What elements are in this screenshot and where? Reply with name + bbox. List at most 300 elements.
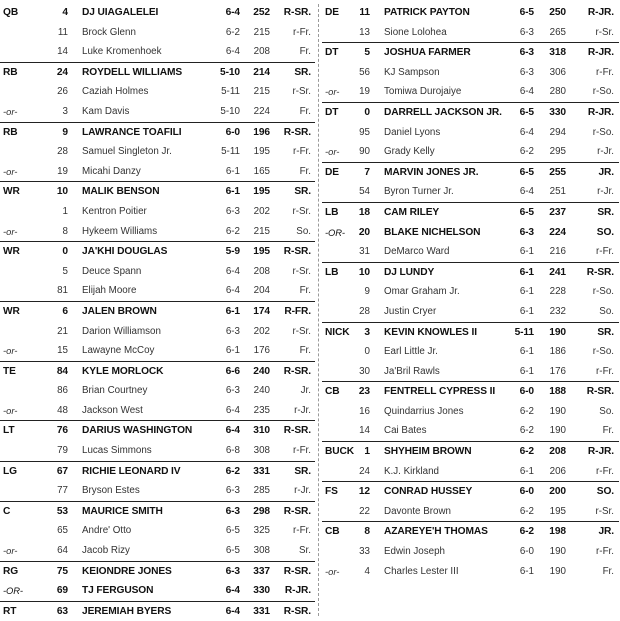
player-height: 6-3 [519,47,534,59]
depth-chart-row [0,3,315,23]
depth-chart-row [0,341,315,362]
player-name: ROYDELL WILLIAMS [82,66,183,78]
jersey-number: 11 [57,26,68,38]
player-class-year: r-Sr. [292,325,311,337]
jersey-number: 79 [57,445,68,457]
player-class-year: R-JR. [587,7,614,18]
player-weight: 208 [253,265,270,277]
position-label: WR [3,305,20,317]
jersey-number: 77 [57,485,68,497]
player-height: 6-5 [519,7,534,18]
jersey-number: 16 [359,405,370,417]
or-indicator: -or- [325,146,340,158]
player-class-year: r-Fr. [596,465,614,477]
jersey-number: 19 [57,165,68,177]
player-height: 6-0 [225,126,240,138]
jersey-number: 6 [62,305,68,317]
player-class-year: JR. [598,526,614,538]
jersey-number: 24 [359,465,370,477]
player-height: 6-1 [225,345,240,357]
player-class-year: r-Fr. [293,525,311,537]
player-weight: 241 [549,266,566,278]
player-name: CAM RILEY [384,206,440,218]
player-height: 5-11 [221,146,240,158]
player-weight: 298 [253,505,270,517]
jersey-number: 56 [359,66,370,78]
depth-chart-row [322,242,619,263]
jersey-number: 5 [364,47,370,59]
depth-chart-row [0,123,315,143]
jersey-number: 9 [62,126,68,138]
depth-chart-row [322,3,619,23]
depth-chart-row [0,63,315,83]
position-label: LB [325,206,339,218]
or-indicator: -or- [3,545,18,557]
jersey-number: 65 [57,525,68,537]
position-label: RB [3,126,18,138]
player-height: 6-1 [519,266,534,278]
player-name: Earl Little Jr. [384,346,438,358]
player-weight: 308 [253,545,270,557]
jersey-number: 7 [364,166,370,178]
player-height: 5-9 [225,246,240,258]
player-class-year: Fr. [299,46,311,58]
depth-chart-row [0,262,315,282]
jersey-number: 64 [57,545,68,557]
player-class-year: R-SR. [283,425,311,437]
depth-chart-row [0,441,315,462]
player-weight: 237 [549,206,566,218]
jersey-number: 54 [359,186,370,198]
jersey-number: 33 [359,546,370,558]
player-class-year: r-Fr. [293,26,311,38]
jersey-number: 10 [56,186,68,198]
player-weight: 337 [253,565,270,577]
depth-chart-row [322,362,619,383]
offense-depth-chart [0,3,315,621]
player-name: JA'KHI DOUGLAS [82,246,168,258]
jersey-number: 95 [359,126,370,138]
or-indicator: -or- [325,565,340,577]
player-name: KEIONDRE JONES [82,565,172,577]
player-height: 6-1 [225,305,240,317]
position-label: TE [3,365,16,377]
player-name: Micahi Danzy [82,165,141,177]
jersey-number: 5 [62,265,68,277]
player-name: JALEN BROWN [82,305,157,317]
position-label: LT [3,425,15,437]
player-name: KEVIN KNOWLES II [384,326,477,338]
player-class-year: r-Fr. [596,365,614,377]
player-class-year: r-Fr. [596,66,614,78]
player-weight: 190 [549,565,566,577]
player-name: KJ Sampson [384,66,440,78]
player-weight: 310 [253,425,270,437]
player-height: 6-4 [225,425,240,437]
player-weight: 251 [549,186,566,198]
player-weight: 190 [549,326,566,338]
player-weight: 250 [549,7,566,18]
depth-chart-row [0,541,315,562]
player-weight: 206 [549,465,566,477]
jersey-number: 19 [359,86,370,98]
player-weight: 176 [253,345,270,357]
player-name: Hykeem Williams [82,225,158,237]
depth-chart-row [0,281,315,302]
player-name: Brian Courtney [82,385,148,397]
player-name: Cai Bates [384,425,427,437]
jersey-number: 22 [359,505,370,517]
depth-chart-row [0,242,315,262]
player-weight: 195 [549,505,566,517]
depth-chart-row [0,381,315,401]
player-height: 6-0 [519,486,534,498]
player-weight: 235 [253,404,270,416]
depth-chart-row [0,222,315,243]
player-weight: 252 [253,7,270,18]
depth-chart-row [0,302,315,322]
player-weight: 165 [253,165,270,177]
player-name: PATRICK PAYTON [384,7,470,18]
or-indicator: -or- [3,165,18,177]
player-weight: 195 [253,246,270,258]
player-height: 5-11 [221,86,240,98]
player-class-year: JR. [598,166,614,178]
depth-chart-row [322,502,619,523]
player-height: 5-10 [220,105,240,117]
jersey-number: 48 [57,404,68,416]
player-name: DeMarco Ward [384,246,450,258]
player-height: 6-4 [519,186,534,198]
player-weight: 285 [253,485,270,497]
player-height: 6-4 [225,605,240,617]
jersey-number: 20 [358,226,370,238]
depth-chart-row [322,562,619,582]
player-height: 6-1 [225,165,240,177]
depth-chart-row [322,421,619,442]
player-weight: 198 [549,526,566,538]
player-weight: 330 [253,585,270,597]
depth-chart-row [322,382,619,402]
player-height: 5-10 [220,66,240,78]
depth-chart-row [322,82,619,103]
or-indicator: -or- [325,86,340,98]
jersey-number: 8 [364,526,370,538]
player-weight: 240 [253,365,270,377]
player-class-year: R-SR. [586,386,614,398]
player-class-year: r-Fr. [293,445,311,457]
depth-chart-row [0,462,315,482]
player-class-year: Fr. [299,105,311,117]
player-weight: 186 [549,346,566,358]
player-weight: 195 [253,146,270,158]
player-class-year: SR. [597,326,614,338]
player-class-year: r-Jr. [294,485,311,497]
depth-chart-row [322,103,619,123]
player-height: 6-2 [519,446,534,458]
position-label: DE [325,166,339,178]
player-class-year: r-Sr. [595,505,614,517]
player-name: Omar Graham Jr. [384,286,460,298]
player-height: 6-2 [225,26,240,38]
depth-chart-row [0,521,315,541]
player-height: 6-5 [225,545,240,557]
player-class-year: Sr. [299,545,311,557]
player-name: Deuce Spann [82,265,142,277]
player-name: Byron Turner Jr. [384,186,454,198]
player-class-year: R-SR. [283,7,311,18]
player-height: 6-1 [519,246,534,258]
or-indicator: -OR- [325,226,345,238]
player-class-year: r-So. [592,86,614,98]
player-weight: 202 [253,205,270,217]
player-weight: 331 [253,605,270,617]
jersey-number: 63 [56,605,68,617]
jersey-number: 8 [62,225,68,237]
position-label: RB [3,66,18,78]
player-weight: 325 [253,525,270,537]
player-name: Luke Kromenhoek [82,46,162,58]
player-height: 6-8 [225,445,240,457]
jersey-number: 9 [364,286,370,298]
player-height: 6-2 [225,465,240,477]
depth-chart-row [322,462,619,483]
or-indicator: -or- [3,105,18,117]
player-weight: 202 [253,325,270,337]
player-height: 6-0 [519,546,534,558]
jersey-number: 0 [62,246,68,258]
player-name: DJ LUNDY [384,266,435,278]
depth-chart-row [0,581,315,602]
player-class-year: r-So. [592,346,614,358]
player-class-year: SR. [294,465,311,477]
position-label: DE [325,7,339,18]
player-height: 6-2 [225,225,240,237]
jersey-number: 84 [56,365,68,377]
jersey-number: 15 [57,345,68,357]
jersey-number: 31 [359,246,370,258]
player-name: TJ FERGUSON [82,585,154,597]
player-class-year: Jr. [300,385,311,397]
player-name: KYLE MORLOCK [82,365,164,377]
player-height: 6-4 [225,46,240,58]
player-class-year: r-Jr. [597,186,614,198]
player-name: Justin Cryer [384,305,437,317]
player-class-year: SO. [596,486,614,498]
depth-chart-row [0,502,315,522]
player-class-year: r-Fr. [596,546,614,558]
player-height: 6-4 [519,126,534,138]
player-name: LAWRANCE TOAFILI [82,126,182,138]
player-weight: 196 [253,126,270,138]
player-name: MARVIN JONES JR. [384,166,479,178]
or-indicator: -OR- [3,585,23,597]
player-weight: 190 [549,405,566,417]
player-height: 6-4 [225,285,240,297]
player-height: 6-3 [225,565,240,577]
player-height: 6-5 [519,166,534,178]
player-class-year: R-SR. [283,505,311,517]
player-height: 6-5 [519,106,534,118]
player-name: Elijah Moore [82,285,137,297]
player-name: Kam Davis [82,105,130,117]
player-weight: 295 [549,146,566,158]
player-weight: 176 [549,365,566,377]
player-name: Edwin Joseph [384,546,445,558]
player-name: Jacob Rizy [82,545,130,557]
depth-chart-row [322,342,619,362]
player-name: JEREMIAH BYERS [82,605,172,617]
position-label: CB [325,386,340,398]
player-height: 6-1 [519,565,534,577]
player-class-year: SR. [294,186,311,198]
jersey-number: 4 [62,7,68,18]
player-class-year: Fr. [299,165,311,177]
player-name: Grady Kelly [384,146,435,158]
player-name: Daniel Lyons [384,126,441,138]
depth-chart-row [322,323,619,343]
player-name: Ja'Bril Rawls [384,365,440,377]
depth-chart-row [0,82,315,102]
player-height: 6-3 [519,66,534,78]
player-class-year: r-Sr. [292,205,311,217]
player-height: 6-3 [225,205,240,217]
player-class-year: R-JR. [587,47,614,59]
player-name: Sione Lolohea [384,26,447,38]
position-label: FS [325,486,338,498]
jersey-number: 28 [57,146,68,158]
player-class-year: r-Sr. [292,86,311,98]
player-class-year: So. [599,305,614,317]
depth-chart-row [322,182,619,203]
player-weight: 240 [253,385,270,397]
player-weight: 232 [549,305,566,317]
player-weight: 228 [549,286,566,298]
player-class-year: So. [599,405,614,417]
player-class-year: R-SR. [283,605,311,617]
player-class-year: SR. [294,66,311,78]
player-height: 6-1 [519,286,534,298]
jersey-number: 21 [57,325,68,337]
player-weight: 195 [253,186,270,198]
player-class-year: So. [296,225,311,237]
jersey-number: 26 [57,86,68,98]
depth-chart-row [0,162,315,183]
position-label: QB [3,7,19,18]
depth-chart-row [0,42,315,63]
position-label: DT [325,106,339,118]
player-height: 6-2 [519,505,534,517]
player-weight: 280 [549,86,566,98]
position-label: WR [3,186,20,198]
column-divider [318,4,319,616]
depth-chart-row [322,142,619,163]
player-name: BLAKE NICHELSON [384,226,481,238]
player-class-year: R-JR. [284,585,311,597]
player-height: 6-1 [519,365,534,377]
player-class-year: SO. [596,226,614,238]
player-name: AZAREYE'H THOMAS [384,526,488,538]
player-name: Quindarrius Jones [384,405,464,417]
player-name: K.J. Kirkland [384,465,439,477]
player-height: 6-5 [519,206,534,218]
jersey-number: 75 [56,565,68,577]
jersey-number: 12 [358,486,370,498]
player-height: 6-1 [519,305,534,317]
player-name: JOSHUA FARMER [384,47,471,59]
position-label: RG [3,565,19,577]
player-name: MAURICE SMITH [82,505,163,517]
depth-chart-row [322,223,619,243]
player-class-year: r-Sr. [595,26,614,38]
jersey-number: 67 [56,465,68,477]
jersey-number: 0 [364,106,370,118]
player-name: FENTRELL CYPRESS II [384,386,496,398]
player-name: Brock Glenn [82,26,136,38]
player-class-year: SR. [597,206,614,218]
player-height: 6-3 [225,485,240,497]
player-height: 6-4 [225,585,240,597]
player-class-year: r-So. [592,286,614,298]
depth-chart-row [0,421,315,441]
depth-chart-row [0,142,315,162]
player-weight: 308 [253,445,270,457]
player-height: 6-2 [519,425,534,437]
jersey-number: 0 [364,346,370,358]
depth-chart-row [0,322,315,342]
depth-chart-row [0,202,315,222]
player-weight: 190 [549,546,566,558]
depth-chart-row [322,123,619,143]
position-label: LB [325,266,339,278]
player-weight: 224 [549,226,566,238]
player-height: 6-0 [519,386,534,398]
jersey-number: 1 [364,446,370,458]
player-class-year: r-Jr. [597,146,614,158]
player-weight: 331 [253,465,270,477]
depth-chart-row [322,542,619,562]
depth-chart-row [322,482,619,502]
depth-chart-row [322,203,619,223]
player-weight: 330 [549,106,566,118]
player-class-year: r-Fr. [596,246,614,258]
player-name: Jackson West [82,404,143,416]
player-weight: 214 [253,66,270,78]
jersey-number: 23 [358,386,370,398]
depth-chart-row [0,602,315,621]
player-height: 6-4 [225,7,240,18]
player-weight: 265 [549,26,566,38]
player-name: Tomiwa Durojaiye [384,86,462,98]
jersey-number: 53 [56,505,68,517]
depth-chart-row [0,102,315,123]
depth-chart-row [0,23,315,43]
jersey-number: 14 [57,46,68,58]
player-weight: 174 [253,305,270,317]
player-height: 6-4 [225,404,240,416]
player-name: Darion Williamson [82,325,161,337]
player-class-year: r-Jr. [294,404,311,416]
player-weight: 215 [253,26,270,38]
player-height: 6-2 [519,146,534,158]
depth-chart-row [322,43,619,63]
depth-chart-row [322,402,619,422]
player-height: 6-3 [519,226,534,238]
player-height: 6-2 [519,405,534,417]
player-class-year: R-JR. [587,106,614,118]
player-height: 6-1 [519,465,534,477]
player-class-year: r-Fr. [293,146,311,158]
